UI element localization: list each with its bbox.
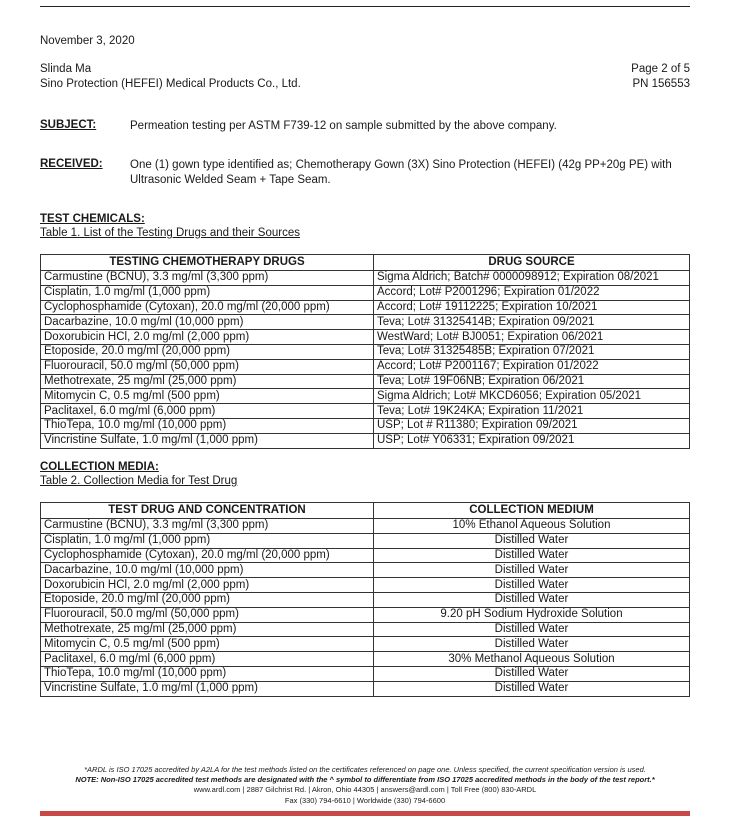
drug-cell: ThioTepa, 10.0 mg/ml (10,000 ppm) [41, 418, 374, 433]
value-cell: Distilled Water [374, 622, 690, 637]
value-cell: Accord; Lot# 19112225; Expiration 10/2021 [374, 300, 690, 315]
recipient-name: Slinda Ma [40, 63, 92, 75]
page-info [631, 62, 690, 92]
table2-caption: Table 2. Collection Media for Test Drug [40, 475, 238, 487]
test-chemicals-table [40, 254, 690, 449]
drug-cell: Vincristine Sulfate, 1.0 mg/ml (1,000 ppm) [41, 681, 374, 696]
value-cell: Teva; Lot# 19F06NB; Expiration 06/2021 [374, 374, 690, 389]
subject-row [40, 119, 690, 134]
accreditation-note [0, 765, 730, 775]
drug-cell: Methotrexate, 25 mg/ml (25,000 ppm) [41, 374, 374, 389]
value-cell: Distilled Water [374, 666, 690, 681]
column-header: COLLECTION MEDIUM [374, 503, 690, 519]
table-row [41, 271, 690, 286]
received-text: One (1) gown type identified as; Chemotherapy Gown (3X) Sino Protection (HEFEI) (42g PP+20g PE) with Ultrasonic Welded Seam + Tape Seam. [130, 159, 672, 186]
drug-cell: Fluorouracil, 50.0 mg/ml (50,000 ppm) [41, 607, 374, 622]
drug-cell: Mitomycin C, 0.5 mg/ml (500 ppm) [41, 637, 374, 652]
value-cell: 9.20 pH Sodium Hydroxide Solution [374, 607, 690, 622]
table-row [41, 652, 690, 667]
table1-caption: Table 1. List of the Testing Drugs and their Sources [40, 227, 300, 239]
drug-cell: Paclitaxel, 6.0 mg/ml (6,000 ppm) [41, 404, 374, 419]
table-row [41, 637, 690, 652]
drug-cell: Cisplatin, 1.0 mg/ml (1,000 ppm) [41, 285, 374, 300]
drug-cell: Etoposide, 20.0 mg/ml (20,000 ppm) [41, 344, 374, 359]
table-row [41, 344, 690, 359]
collection-media-table [40, 502, 690, 697]
recipient-company: Sino Protection (HEFEI) Medical Products Co., Ltd. [40, 78, 301, 90]
column-header: TESTING CHEMOTHERAPY DRUGS [41, 255, 374, 271]
drug-cell: Mitomycin C, 0.5 mg/ml (500 ppm) [41, 389, 374, 404]
drug-cell: Carmustine (BCNU), 3.3 mg/ml (3,300 ppm) [41, 271, 374, 286]
value-cell: Accord; Lot# P2001296; Expiration 01/2022 [374, 285, 690, 300]
value-cell: Distilled Water [374, 563, 690, 578]
table-row [41, 578, 690, 593]
value-cell: Distilled Water [374, 637, 690, 652]
value-cell: USP; Lot# Y06331; Expiration 09/2021 [374, 433, 690, 448]
value-cell: 10% Ethanol Aqueous Solution [374, 519, 690, 534]
drug-cell: Cisplatin, 1.0 mg/ml (1,000 ppm) [41, 533, 374, 548]
table-row [41, 622, 690, 637]
value-cell: Distilled Water [374, 533, 690, 548]
phone-line: Fax (330) 794-6610 | Worldwide (330) 794-6600 [284, 796, 446, 805]
value-cell: Teva; Lot# 19K24KA; Expiration 11/2021 [374, 404, 690, 419]
drug-cell: Paclitaxel, 6.0 mg/ml (6,000 ppm) [41, 652, 374, 667]
table-row [41, 389, 690, 404]
value-cell: Distilled Water [374, 548, 690, 563]
letter-date: November 3, 2020 [40, 35, 135, 47]
table-row [41, 330, 690, 345]
table-row [41, 300, 690, 315]
table-row [41, 404, 690, 419]
value-cell: WestWard; Lot# BJ0051; Expiration 06/2021 [374, 330, 690, 345]
project-number: PN 156553 [632, 78, 690, 90]
column-header: TEST DRUG AND CONCENTRATION [41, 503, 374, 519]
drug-cell: Fluorouracil, 50.0 mg/ml (50,000 ppm) [41, 359, 374, 374]
column-header: DRUG SOURCE [374, 255, 690, 271]
drug-cell: Doxorubicin HCl, 2.0 mg/ml (2,000 ppm) [41, 578, 374, 593]
footer-line-accreditation: *ARDL is ISO 17025 accredited by A2LA for the test methods listed on the certificates referenced on page one. Unless specified, the current specification version is used. [84, 765, 646, 774]
table-row [41, 563, 690, 578]
table-row [41, 519, 690, 534]
drug-cell: Methotrexate, 25 mg/ml (25,000 ppm) [41, 622, 374, 637]
footer-red-bar [40, 811, 690, 816]
footer-line-note: NOTE: Non-ISO 17025 accredited test methods are designated with the ^ symbol to differentiate from ISO 17025 accredited methods in the body of the test report.* [75, 775, 655, 784]
drug-cell: Cyclophosphamide (Cytoxan), 20.0 mg/ml (20,000 ppm) [41, 548, 374, 563]
drug-cell: Dacarbazine, 10.0 mg/ml (10,000 ppm) [41, 315, 374, 330]
subject-text: Permeation testing per ASTM F739-12 on sample submitted by the above company. [130, 120, 557, 132]
drug-cell: Etoposide, 20.0 mg/ml (20,000 ppm) [41, 592, 374, 607]
value-cell: Distilled Water [374, 592, 690, 607]
value-cell: Teva; Lot# 31325485B; Expiration 07/2021 [374, 344, 690, 359]
table-row [41, 607, 690, 622]
value-cell: Distilled Water [374, 681, 690, 696]
value-cell: USP; Lot # R11380; Expiration 09/2021 [374, 418, 690, 433]
received-row [40, 158, 690, 188]
table-row [41, 533, 690, 548]
test-chemicals-heading: TEST CHEMICALS: [40, 213, 145, 225]
drug-cell: Dacarbazine, 10.0 mg/ml (10,000 ppm) [41, 563, 374, 578]
table-row [41, 315, 690, 330]
table-row [41, 285, 690, 300]
table-row [41, 681, 690, 696]
contact-line: www.ardl.com | 2887 Gilchrist Rd. | Akron, Ohio 44305 | answers@ardl.com | Toll Free (800) 830-ARDL [193, 785, 537, 794]
value-cell: Distilled Water [374, 578, 690, 593]
collection-media-heading: COLLECTION MEDIA: [40, 461, 159, 473]
page-number: Page 2 of 5 [631, 63, 690, 75]
recipient-block [40, 62, 301, 92]
value-cell: Sigma Aldrich; Batch# 0000098912; Expiration 08/2021 [374, 271, 690, 286]
table-row [41, 592, 690, 607]
drug-cell: Doxorubicin HCl, 2.0 mg/ml (2,000 ppm) [41, 330, 374, 345]
drug-cell: ThioTepa, 10.0 mg/ml (10,000 ppm) [41, 666, 374, 681]
table-row [41, 666, 690, 681]
value-cell: Accord; Lot# P2001167; Expiration 01/2022 [374, 359, 690, 374]
value-cell: Teva; Lot# 31325414B; Expiration 09/2021 [374, 315, 690, 330]
table-row [41, 418, 690, 433]
table-header-row [41, 503, 690, 519]
header-rule [40, 6, 690, 7]
table-header-row [41, 255, 690, 271]
subject-label: SUBJECT: [40, 119, 97, 131]
table-row [41, 359, 690, 374]
value-cell: 30% Methanol Aqueous Solution [374, 652, 690, 667]
drug-cell: Carmustine (BCNU), 3.3 mg/ml (3,300 ppm) [41, 519, 374, 534]
table-row [41, 374, 690, 389]
table-row [41, 433, 690, 448]
table-row [41, 548, 690, 563]
drug-cell: Cyclophosphamide (Cytoxan), 20.0 mg/ml (20,000 ppm) [41, 300, 374, 315]
received-label: RECEIVED: [40, 158, 103, 170]
accreditation-notice [0, 775, 730, 785]
value-cell: Sigma Aldrich; Lot# MKCD6056; Expiration 05/2021 [374, 389, 690, 404]
drug-cell: Vincristine Sulfate, 1.0 mg/ml (1,000 ppm) [41, 433, 374, 448]
